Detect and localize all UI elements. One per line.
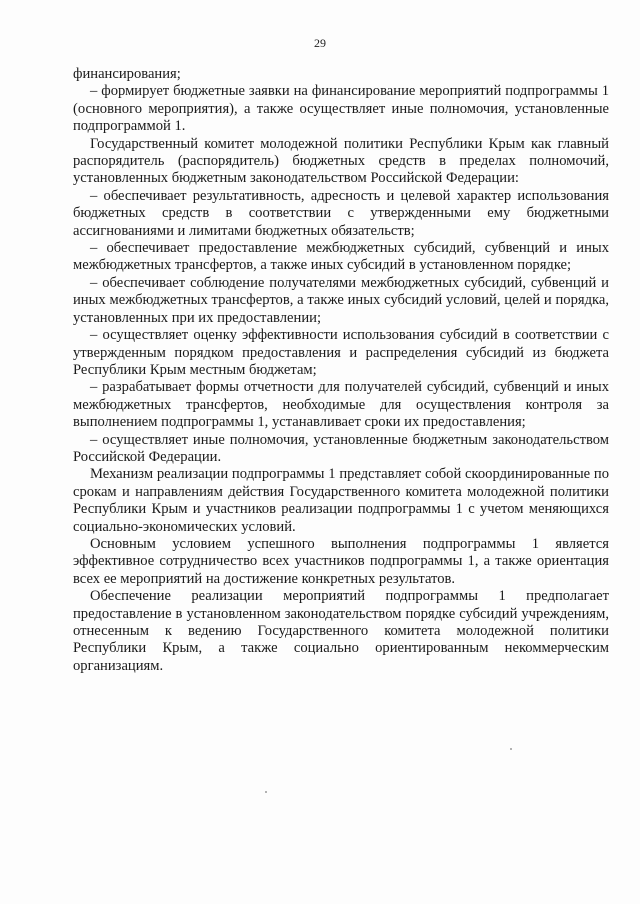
body-text [73, 66, 609, 675]
page-number: 29 [314, 36, 326, 50]
list-item-budget-requests: – формирует бюджетные заявки на финансирование мероприятий подпрограммы 1 (основного мероприятия), а также осуществляет иные полномочия, установленные подпрограммой 1. [73, 83, 609, 135]
list-item-effectiveness: – обеспечивает результативность, адресность и целевой характер использования бюджетных средств в соответствии с утвержденными ему бюджетными ассигнованиями и лимитами бюджетных обязательств; [73, 187, 609, 239]
list-item-other-powers: – осуществляет иные полномочия, установленные бюджетным законодательством Российской Федерации. [73, 431, 609, 465]
paragraph-committee-role: Государственный комитет молодежной политики Республики Крым как главный распорядитель (распорядитель) бюджетных средств в пределах полномочий, установленных бюджетным законодательством Российской Федерации: [73, 135, 609, 187]
list-item-evaluation: – осуществляет оценку эффективности использования субсидий в соответствии с утвержденным порядком предоставления и распределения субсидий из бюджета Республики Крым местным бюджетам; [73, 327, 609, 378]
list-item-compliance: – обеспечивает соблюдение получателями межбюджетных субсидий, субвенций и иных межбюджетных трансфертов, а также иных субсидий условий, целей и порядка, установленных при их предоставлении; [73, 274, 609, 326]
scan-speck [265, 791, 267, 793]
paragraph-provision: Обеспечение реализации мероприятий подпрограммы 1 предполагает предоставление в установленном законодательством порядке субсидий учреждениям, отнесенным к ведению Государственного комитета молодежной политики Республики Крым, а также социально ориентированным некоммерческим организациям. [73, 588, 609, 674]
paragraph-main-condition: Основным условием успешного выполнения подпрограммы 1 является эффективное сотрудничество всех участников подпрограммы 1, а также ориентация всех ее мероприятий на достижение конкретных результатов. [73, 535, 609, 587]
paragraph-mechanism: Механизм реализации подпрограммы 1 представляет собой скоординированные по срокам и направлениям действия Государственного комитета молодежной политики Республики Крым и участников реализации подпрограммы 1 с учетом меняющихся социально-экономических условий. [73, 466, 609, 535]
list-item-provision-subsidies: – обеспечивает предоставление межбюджетных субсидий, субвенций и иных межбюджетных трансфертов, а также иных субсидий в установленном порядке; [73, 240, 609, 274]
list-item-reporting-forms: – разрабатывает формы отчетности для получателей субсидий, субвенций и иных межбюджетных трансфертов, необходимые для осуществления контроля за выполнением подпрограммы 1, устанавливает сроки их предоставления; [73, 379, 609, 431]
paragraph-continuation: финансирования; [73, 66, 181, 82]
scan-speck [510, 748, 512, 750]
